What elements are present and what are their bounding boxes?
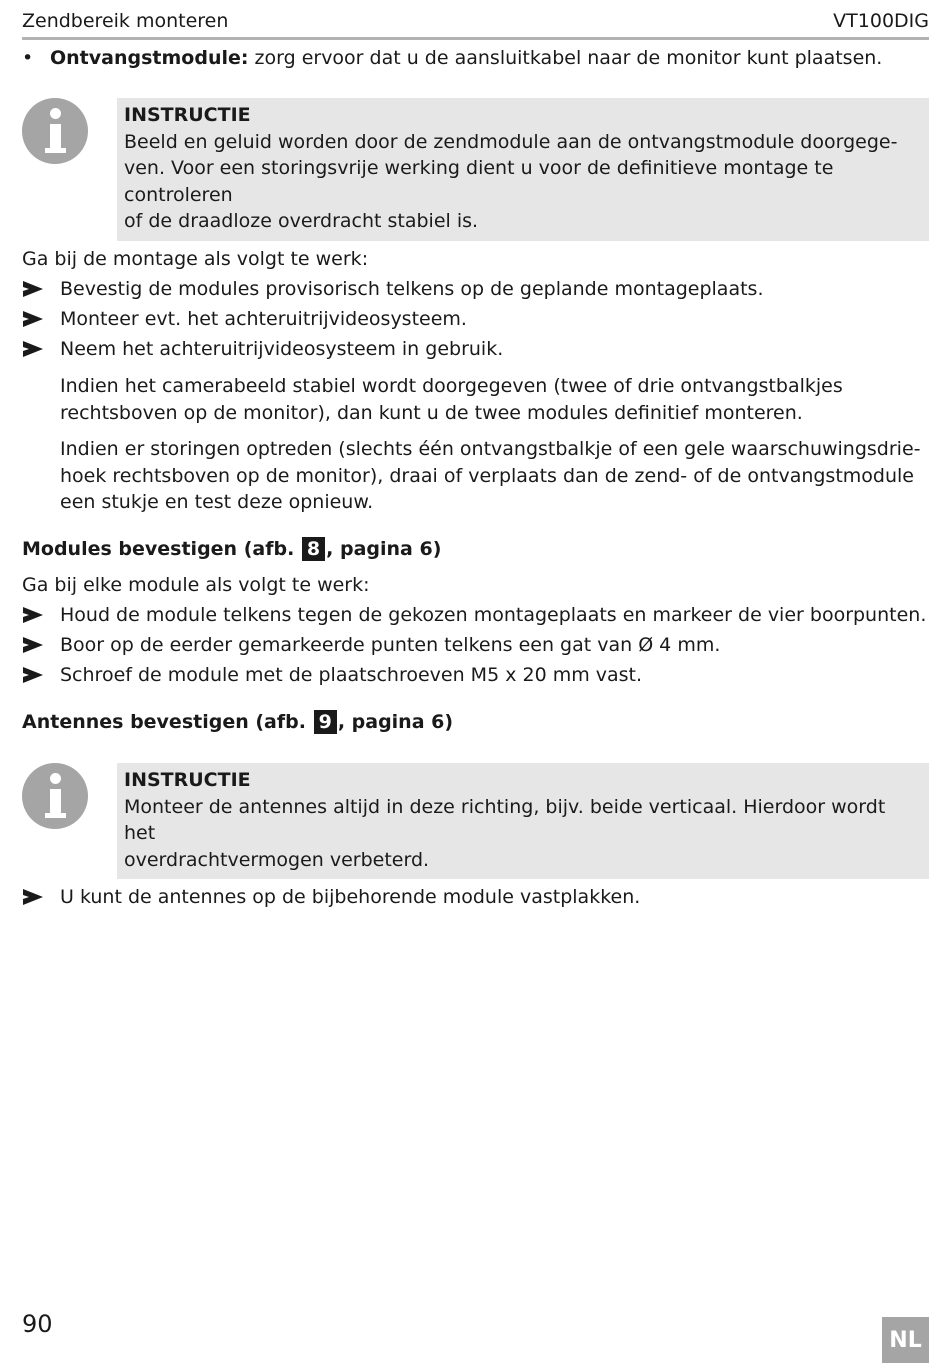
paragraph-line: rechtsboven op de monitor), dan kunt u de twee modules definitief monteren. bbox=[60, 401, 803, 424]
heading-text-end: , pagina 6) bbox=[337, 711, 454, 733]
step-text: Neem het achteruitrijvideosysteem in gebruik. bbox=[60, 338, 504, 360]
arrow-icon bbox=[22, 662, 52, 688]
instruction-line: of de draadloze overdracht stabiel is. bbox=[124, 210, 479, 232]
result-paragraph-stable bbox=[60, 373, 926, 426]
arrow-icon bbox=[22, 884, 52, 910]
arrow-icon bbox=[22, 632, 52, 658]
heading-text: Modules bevestigen (afb. bbox=[22, 538, 295, 560]
step-text: Monteer evt. het achteruitrijvideosysteem. bbox=[60, 308, 467, 330]
arrow-icon bbox=[22, 602, 52, 628]
paragraph-line: Indien er storingen optreden (slechts één ontvangstbalkje of een gele waarschuwingsdrie- bbox=[60, 438, 921, 460]
section-heading-antennas bbox=[22, 708, 453, 736]
instruction-line: Monteer de antennes altijd in deze richting, bijv. beide verticaal. Hierdoor wordt het bbox=[124, 795, 886, 844]
instruction-title: INSTRUCTIE bbox=[124, 769, 251, 791]
figure-number: 8 bbox=[302, 537, 325, 561]
instruction-box bbox=[117, 763, 929, 879]
heading-text: Antennes bevestigen (afb. bbox=[22, 711, 306, 733]
step-text: Houd de module telkens tegen de gekozen montageplaats en markeer de vier boorpunten. bbox=[60, 604, 927, 626]
step-text: Boor op de eerder gemarkeerde punten telkens een gat van Ø 4 mm. bbox=[60, 634, 721, 656]
bullet-text: zorg ervoor dat u de aansluitkabel naar de monitor kunt plaatsen. bbox=[254, 47, 883, 69]
montage-intro: Ga bij de montage als volgt te werk: bbox=[22, 248, 369, 270]
intro-bullet bbox=[22, 44, 882, 72]
modules-intro: Ga bij elke module als volgt te werk: bbox=[22, 574, 370, 596]
instruction-line: overdrachtvermogen verbeterd. bbox=[124, 848, 430, 871]
arrow-icon bbox=[22, 276, 52, 302]
bullet-dot-icon: • bbox=[22, 47, 34, 69]
arrow-icon bbox=[22, 306, 52, 332]
instruction-line: Beeld en geluid worden door de zendmodule aan de ontvangstmodule doorgege- bbox=[124, 130, 898, 153]
step-text: U kunt de antennes op de bijbehorende module vastplakken. bbox=[60, 886, 641, 908]
result-paragraph-interference bbox=[60, 436, 926, 516]
instruction-line: ven. Voor een storingsvrije werking dient u voor de definitieve montage te controleren bbox=[124, 157, 834, 206]
arrow-icon bbox=[22, 336, 52, 362]
info-icon bbox=[22, 763, 88, 829]
page-number: 90 bbox=[22, 1310, 53, 1338]
section-heading-modules bbox=[22, 535, 441, 563]
paragraph-line: hoek rechtsboven op de monitor), draai of verplaats dan de zend- of de ontvangstmodule bbox=[60, 464, 914, 487]
bullet-label: Ontvangstmodule: bbox=[50, 47, 249, 69]
page-header bbox=[22, 8, 929, 40]
step-text: Bevestig de modules provisorisch telkens op de geplande montageplaats. bbox=[60, 278, 764, 300]
instruction-box bbox=[117, 98, 929, 241]
language-badge: NL bbox=[882, 1317, 929, 1363]
paragraph-line: Indien het camerabeeld stabiel wordt doorgegeven (twee of drie ontvangstbalkjes bbox=[60, 375, 843, 397]
paragraph-line: een stukje en test deze opnieuw. bbox=[60, 491, 374, 513]
figure-number: 9 bbox=[314, 710, 337, 734]
step-text: Schroef de module met de plaatschroeven M5 x 20 mm vast. bbox=[60, 664, 643, 686]
model-name: VT100DIG bbox=[833, 10, 929, 32]
heading-text-end: , pagina 6) bbox=[326, 538, 442, 560]
instruction-title: INSTRUCTIE bbox=[124, 104, 251, 126]
section-title: Zendbereik monteren bbox=[22, 10, 229, 32]
info-icon bbox=[22, 98, 88, 164]
